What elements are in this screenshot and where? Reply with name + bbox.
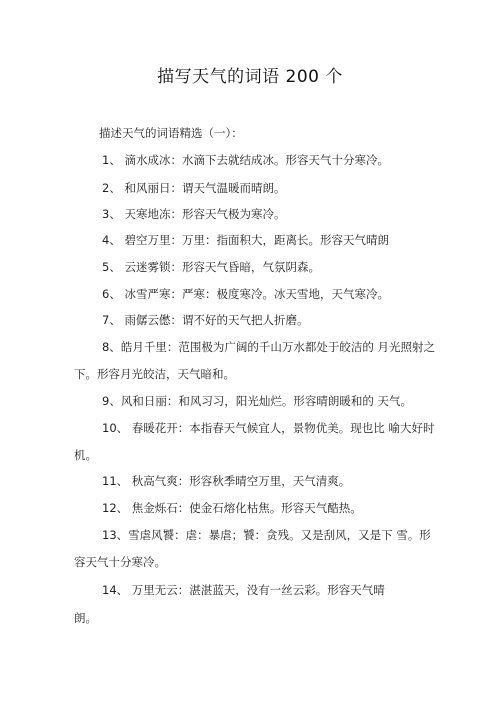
list-item: 11、 秋高气爽：形容秋季晴空万里，天气清爽。 xyxy=(102,474,351,488)
list-item: 3、 天寒地冻：形容天气极为寒冷。 xyxy=(102,207,286,221)
page-title: 描写天气的词语 200 个 xyxy=(157,67,343,87)
list-item: 9、风和日丽：和风习习，阳光灿烂。形容晴朗暖和的 天气。 xyxy=(102,394,412,408)
list-item: 12、 焦金烁石：使金石熔化枯焦。形容天气酷热。 xyxy=(102,501,362,515)
list-item: 5、 云迷雾锁：形容天气昏暗，气氛阴森。 xyxy=(102,260,320,274)
list-item-continuation: 下。形容月光皎洁，天气暗和。 xyxy=(74,367,235,381)
list-item-continuation: 容天气十分寒冷。 xyxy=(74,555,166,569)
list-item: 6、 冰雪严寒：严寒：极度寒冷。冰天雪地，天气寒冷。 xyxy=(102,287,389,301)
list-item: 4、 碧空万里：万里：指面积大，距离长。形容天气晴朗 xyxy=(102,233,389,247)
section-heading: 描述天气的词语精选（一）： xyxy=(99,126,243,140)
list-item: 7、 雨僝云僽：谓不好的天气把人折磨。 xyxy=(102,313,309,327)
list-item-continuation: 机。 xyxy=(74,448,97,462)
list-item: 10、 春暖花开：本指春天气候宜人，景物优美。现也比 喻大好时 xyxy=(102,421,435,435)
list-item: 8、皓月千里：范围极为广阔的千山万水都处于皎洁的 月光照射之 xyxy=(102,340,435,354)
list-item-continuation: 朗。 xyxy=(74,611,97,625)
list-item: 2、 和风丽日：谓天气温暖而晴朗。 xyxy=(102,181,286,195)
list-item: 13、雪虐风饕：虐：暴虐；饕：贪残。又是刮风，又是下 雪。形 xyxy=(102,528,431,542)
list-item: 1、 滴水成冰：水滴下去就结成冰。形容天气十分寒冷。 xyxy=(102,153,389,167)
list-item: 14、 万里无云：湛湛蓝天，没有一丝云彩。形容天气晴 xyxy=(102,583,385,597)
